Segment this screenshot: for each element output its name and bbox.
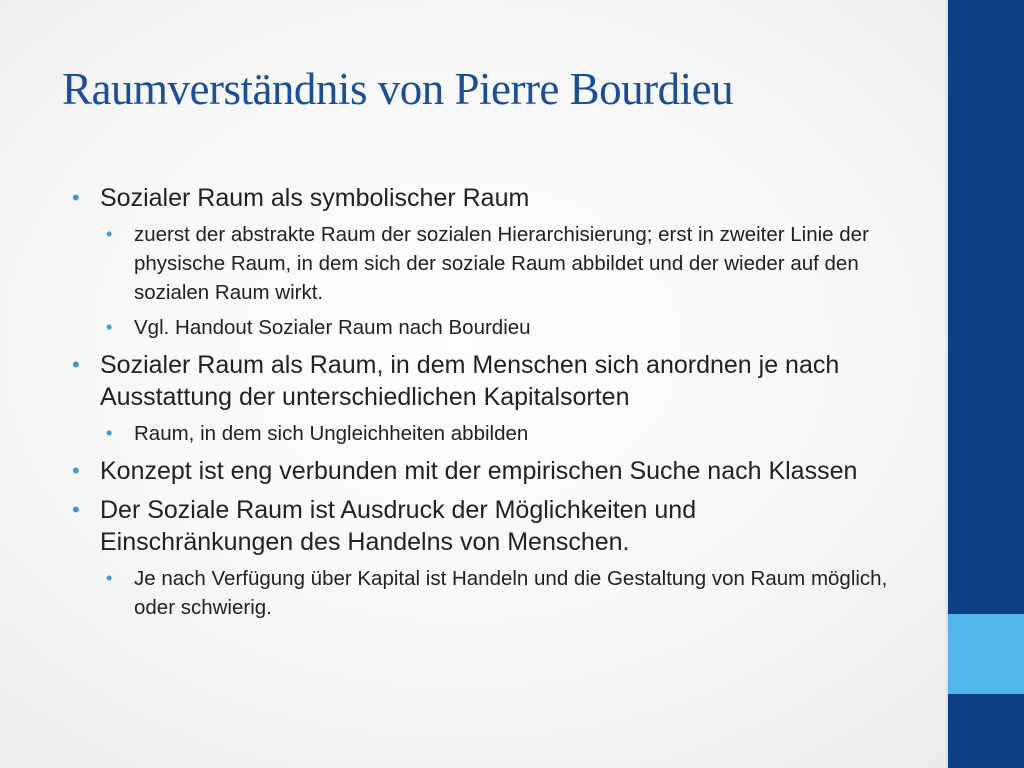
bullet-dot-icon: • [106, 568, 113, 588]
sub-bullet-item [100, 220, 892, 307]
bullet-item [72, 182, 892, 342]
slide-title: Raumverständnis von Pierre Bourdieu [62, 64, 734, 114]
bullet-item [72, 455, 892, 487]
sidebar-accent-block [948, 614, 1024, 694]
bullet-text: Der Soziale Raum ist Ausdruck der Möglichkeiten und Einschränkungen des Handelns von Menschen. [100, 496, 697, 556]
sub-bullet-text: zuerst der abstrakte Raum der sozialen Hierarchisierung; erst in zweiter Linie der physische Raum, in dem sich der soziale Raum abbildet und der wieder auf den sozialen Raum wirkt. [134, 223, 869, 304]
bullet-item [72, 349, 892, 448]
sub-bullet-text: Je nach Verfügung über Kapital ist Handeln und die Gestaltung von Raum möglich, oder schwierig. [134, 567, 888, 619]
bullet-dot-icon: • [72, 458, 80, 483]
bullet-list [72, 182, 892, 622]
bullet-dot-icon: • [106, 224, 113, 244]
bullet-text: Sozialer Raum als Raum, in dem Menschen sich anordnen je nach Ausstattung der unterschiedlichen Kapitalsorten [100, 351, 840, 411]
sub-bullet-item [100, 313, 892, 342]
sub-bullet-list [100, 564, 892, 622]
sub-bullet-text: Raum, in dem sich Ungleichheiten abbilden [134, 422, 529, 445]
bullet-dot-icon: • [72, 185, 80, 210]
slide-content [72, 182, 892, 629]
sub-bullet-text: Vgl. Handout Sozialer Raum nach Bourdieu [134, 316, 531, 339]
bullet-text: Sozialer Raum als symbolischer Raum [100, 184, 530, 212]
sub-bullet-item [100, 419, 892, 448]
sub-bullet-list [100, 220, 892, 342]
bullet-dot-icon: • [72, 497, 80, 522]
bullet-item [72, 494, 892, 622]
bullet-dot-icon: • [72, 352, 80, 377]
sub-bullet-list [100, 419, 892, 448]
bullet-dot-icon: • [106, 317, 113, 337]
bullet-text: Konzept ist eng verbunden mit der empirischen Suche nach Klassen [100, 457, 858, 485]
bullet-dot-icon: • [106, 423, 113, 443]
sub-bullet-item [100, 564, 892, 622]
